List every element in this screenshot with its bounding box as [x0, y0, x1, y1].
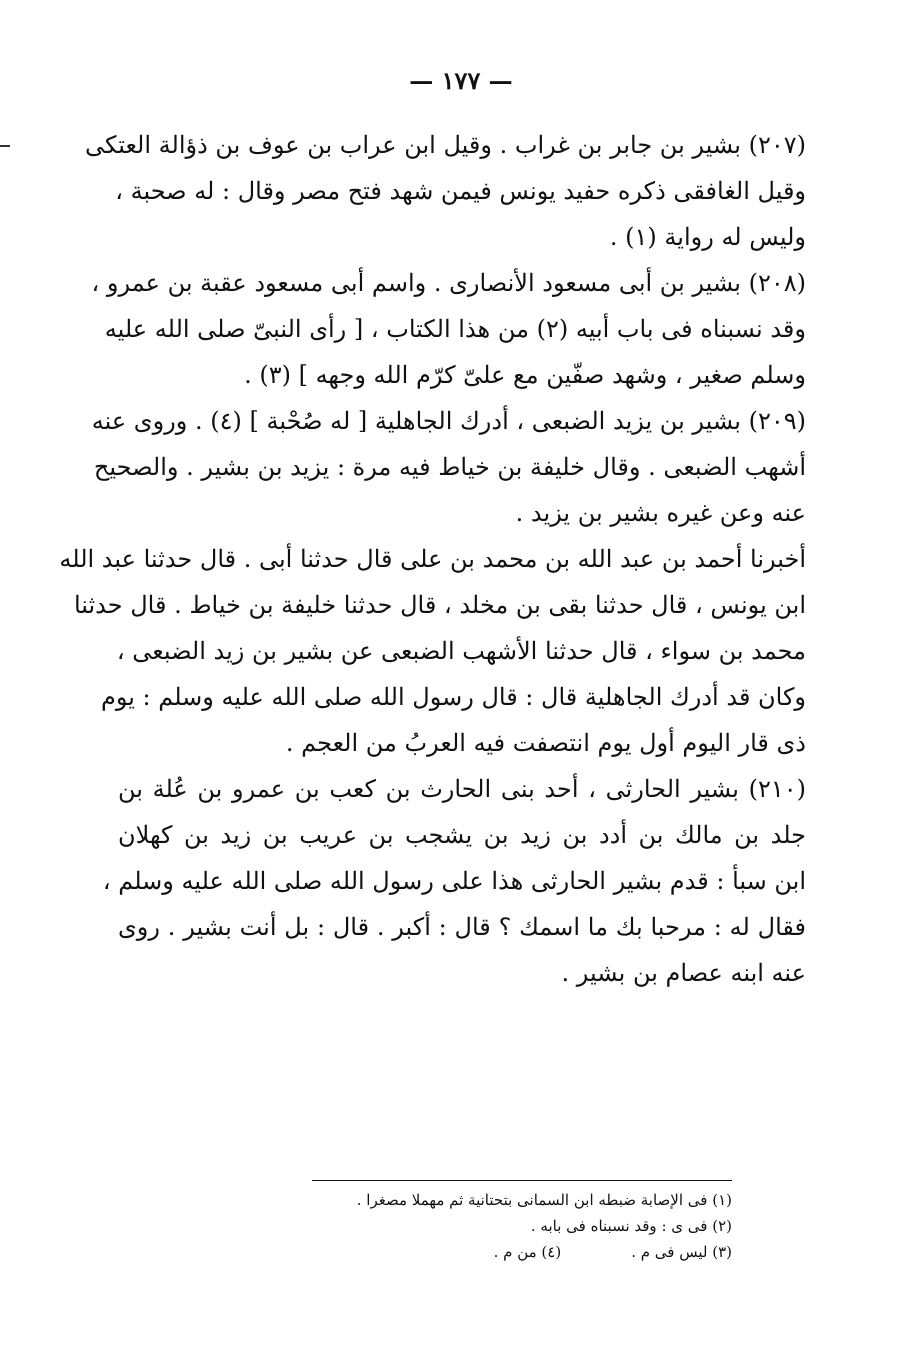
text-line: (٢١٠) بشير الحارثى ، أحد بنى الحارث بن كعب بن عمرو بن عُلة بن — [118, 775, 806, 803]
text-line: أخبرنا أحمد بن عبد الله بن محمد بن على قال حدثنا أبى . قال حدثنا عبد الله — [59, 545, 806, 573]
main-text — [59, 122, 807, 996]
text-line: جلد بن مالك بن أدد بن زيد بن يشجب بن عريب بن زيد بن كهلان — [118, 821, 807, 849]
text-line: عنه ابنه عصام بن بشير . — [561, 959, 806, 987]
text-line: ابن يونس ، قال حدثنا بقى بن مخلد ، قال حدثنا خليفة بن خياط . قال حدثنا — [73, 591, 806, 619]
footnotes — [312, 1180, 732, 1265]
text-line: أشهب الضبعى . وقال خليفة بن خياط فيه مرة : يزيد بن بشير . والصحيح — [93, 453, 806, 481]
footnote-1: (١) فى الإصابة ضبطه ابن السمانى بتحتانية ثم مهملا مصغرا . — [356, 1191, 732, 1209]
text-line: (٢٠٨) بشير بن أبى مسعود الأنصارى . واسم أبى مسعود عقبة بن عمرو ، — [91, 269, 806, 297]
text-line: محمد بن سواء ، قال حدثنا الأشهب الضبعى عن بشير بن زيد الضبعى ، — [116, 637, 806, 665]
page-number: — ١٧٧ — — [409, 66, 513, 95]
footnote-4: (٤) من م . — [493, 1243, 562, 1261]
text-line: وسلم صغير ، وشهد صفّين مع علىّ كرّم الله وجهه ] (٣) . — [244, 361, 806, 389]
text-line: فقال له : مرحبا بك ما اسمك ؟ قال : أكبر . قال : بل أنت بشير . روى — [118, 913, 806, 941]
text-line: عنه وعن غيره بشير بن يزيد . — [515, 499, 806, 527]
text-line: وكان قد أدرك الجاهلية قال : قال رسول الله صلى الله عليه وسلم : يوم — [100, 683, 806, 711]
text-line: وقيل الغافقى ذكره حفيد يونس فيمن شهد فتح مصر وقال : له صحبة ، — [115, 177, 806, 205]
text-line: وليس له رواية (١) . — [609, 223, 806, 251]
text-line: ابن سبأ : قدم بشير الحارثى هذا على رسول الله صلى الله عليه وسلم ، — [102, 867, 806, 895]
margin-mark — [0, 145, 10, 147]
footnote-3: (٣) ليس فى م . — [631, 1243, 732, 1261]
text-line: ذى قار اليوم أول يوم انتصفت فيه العربُ من العجم . — [285, 729, 806, 757]
footnote-2: (٢) فى ى : وقد نسبناه فى بابه . — [530, 1217, 732, 1235]
footnote-row — [312, 1239, 732, 1265]
text-line: وقد نسبناه فى باب أبيه (٢) من هذا الكتاب ، [ رأى النبىّ صلى الله عليه — [104, 315, 806, 343]
text-line: (٢٠٩) بشير بن يزيد الضبعى ، أدرك الجاهلية [ له صُحْبة ] (٤) . وروى عنه — [91, 407, 806, 435]
text-line: (٢٠٧) بشير بن جابر بن غراب . وقيل ابن عراب بن عوف بن ذؤالة العتكى — [84, 131, 806, 159]
